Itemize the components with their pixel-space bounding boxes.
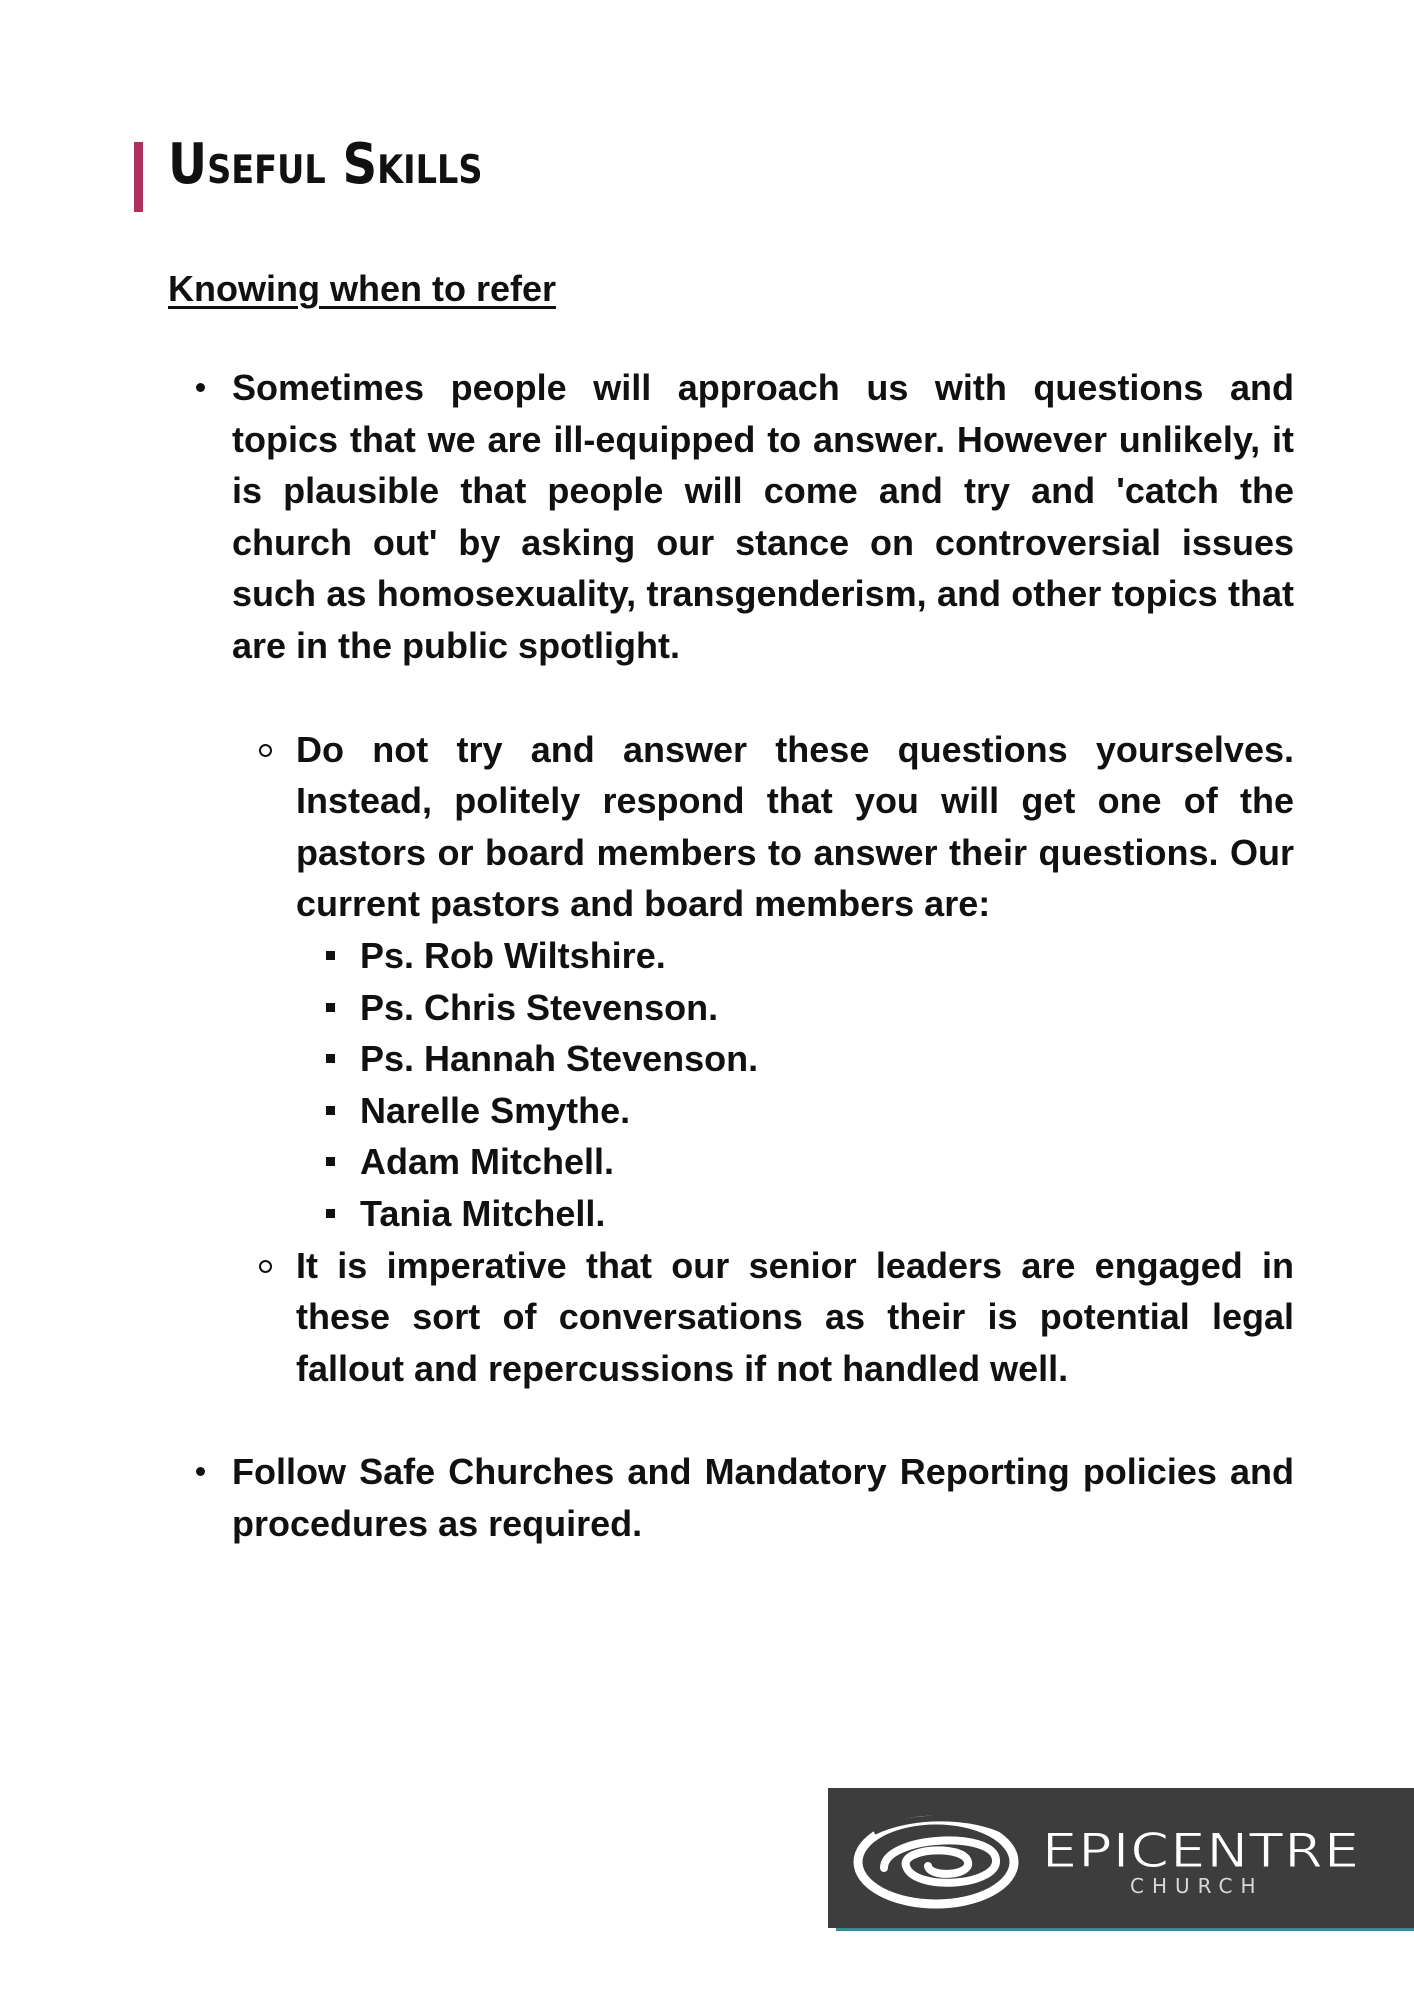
bullet-text: Sometimes people will approach us with questions and topics that we are ill-equipped to answer. However unlikely, it is plausible that people will come and try and 'catch the church out' by asking our stance on controversial issues such as homosexuality, transgenderism, and other topics that are in the public spotlight.: [232, 367, 1294, 666]
leader-name: Adam Mitchell.: [296, 1136, 1294, 1188]
bullet-text: Follow Safe Churches and Mandatory Reporting policies and procedures as required.: [232, 1451, 1294, 1544]
logo-underline: [836, 1928, 1414, 1931]
leader-name: Ps. Hannah Stevenson.: [296, 1033, 1294, 1085]
sub-bullet-list: [232, 724, 1294, 1395]
sub-bullet-text: It is imperative that our senior leaders are engaged in these sort of conversations as their is potential legal fallout and repercussions if not handled well.: [296, 1244, 1294, 1389]
leader-list: [296, 930, 1294, 1240]
leader-name: Narelle Smythe.: [296, 1085, 1294, 1137]
logo-name: EPICENTRE: [1042, 1824, 1361, 1879]
leader-name: Ps. Chris Stevenson.: [296, 982, 1294, 1034]
list-item: [232, 724, 1294, 1240]
leader-name: Tania Mitchell.: [296, 1188, 1294, 1240]
list-item: [232, 1240, 1294, 1395]
content-body: [168, 362, 1294, 1549]
list-item: [168, 1446, 1294, 1549]
epicentre-logo: [828, 1788, 1414, 1928]
swirl-logo-icon: [844, 1808, 1034, 1912]
list-item: [168, 362, 1294, 1394]
leader-name: Ps. Rob Wiltshire.: [296, 930, 1294, 982]
sub-bullet-text: Do not try and answer these questions yourselves. Instead, politely respond that you will get one of the pastors or board members to answer their questions. Our current pastors and board members are:: [296, 728, 1294, 925]
section-subtitle: Knowing when to refer: [168, 268, 557, 309]
title-accent-bar: [134, 142, 143, 212]
page-title: Useful Skills: [168, 132, 483, 197]
bullet-list: [168, 362, 1294, 1549]
logo-subtitle: CHURCH: [1130, 1874, 1264, 1898]
